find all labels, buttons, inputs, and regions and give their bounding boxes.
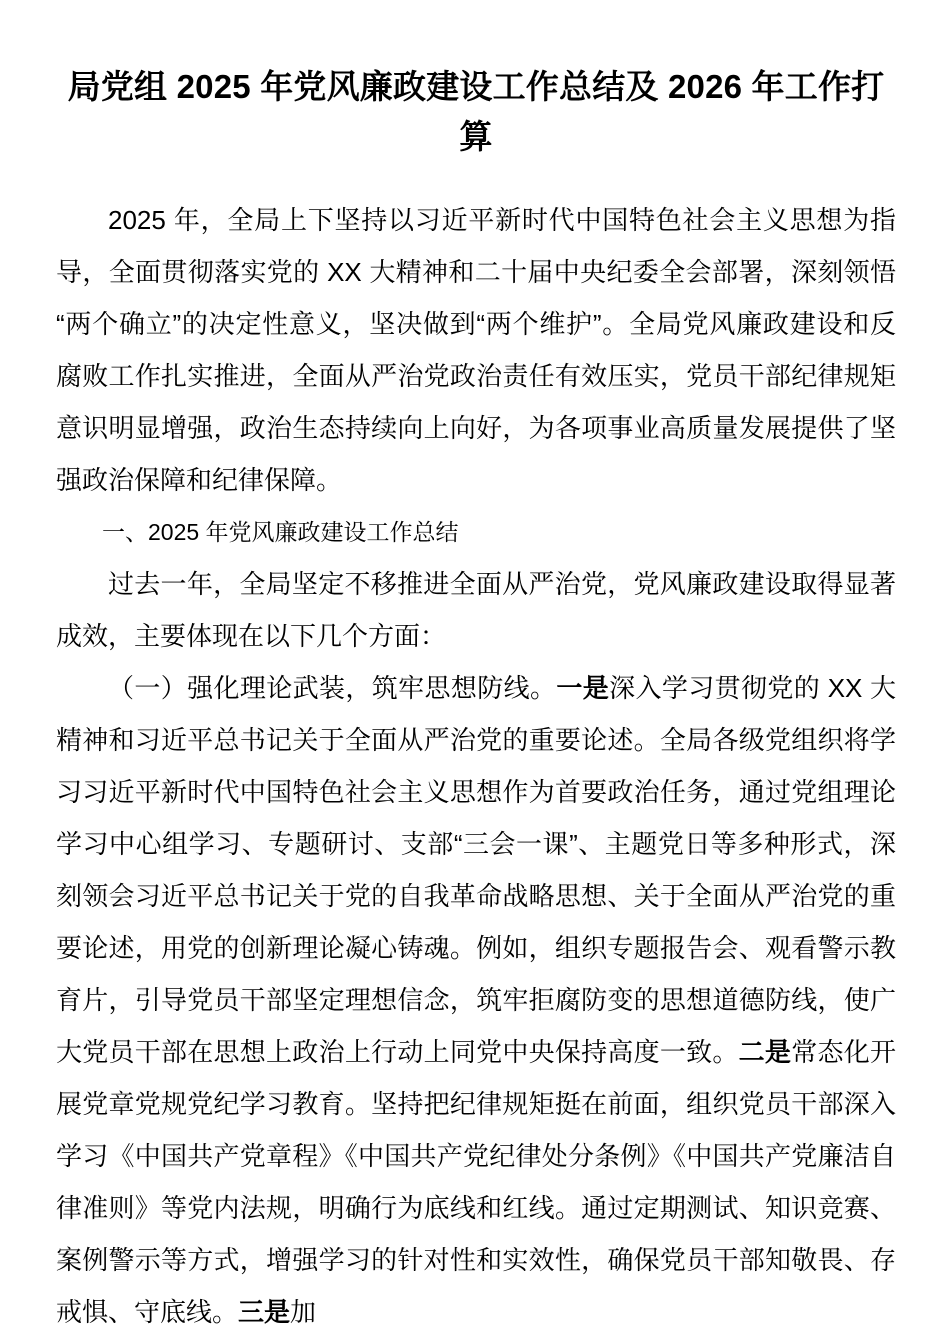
subsection-body-second: 常态化开展党章党规党纪学习教育。坚持把纪律规矩挺在前面，组织党员干部深入学习《中国共产党章程》《中国共产党纪律处分条例》《中国共产党廉洁自律准则》等党内法规，明确行为底线和红线。通过定期测试、知识竞赛、案例警示等方式，增强学习的针对性和实效性，确保党员干部知敬畏、存戒惧、守底线。 [56,1037,896,1327]
section-heading-1: 一、2025 年党风廉政建设工作总结 [102,519,459,545]
bold-marker-third: 三是 [238,1297,291,1327]
document-content [56,0,896,1338]
subsection-lead-text: （一）强化理论武装，筑牢思想防线。 [108,673,557,703]
page-title [56,0,896,162]
paragraph-summary-intro: 过去一年，全局坚定不移推进全面从严治党，党风廉政建设取得显著成效，主要体现在以下几个方面： [56,569,896,651]
bold-marker-second: 二是 [738,1037,792,1067]
page-title-text: 局党组 2025 年党风廉政建设工作总结及 2026 年工作打算 [67,68,885,155]
paragraph-overview: 2025 年，全局上下坚持以习近平新时代中国特色社会主义思想为指导，全面贯彻落实党的 XX 大精神和二十届中央纪委全会部署，深刻领悟“两个确立”的决定性意义，坚决做到“两个维护”。全局党风廉政建设和反腐败工作扎实推进，全面从严治党政治责任有效压实，党员干部纪律规矩意识明显增强，政治生态持续向上向好，为各项事业高质量发展提供了坚强政治保障和纪律保障。 [56,205,896,495]
subsection-body-first: 深入学习贯彻党的 XX 大精神和习近平总书记关于全面从严治党的重要论述。全局各级党组织将学习习近平新时代中国特色社会主义思想作为首要政治任务，通过党组理论学习中心组学习、专题研讨、支部“三会一课”、主题党日等多种形式，深刻领会习近平总书记关于党的自我革命战略思想、关于全面从严治党的重要论述，用党的创新理论凝心铸魂。例如，组织专题报告会、观看警示教育片，引导党员干部坚定理想信念，筑牢拒腐防变的思想道德防线，使广大党员干部在思想上政治上行动上同党中央保持高度一致。 [56,673,896,1067]
paragraph-subsection-one [56,662,896,1338]
subsection-body-third: 加 [290,1297,317,1327]
bold-marker-first: 一是 [556,673,610,703]
